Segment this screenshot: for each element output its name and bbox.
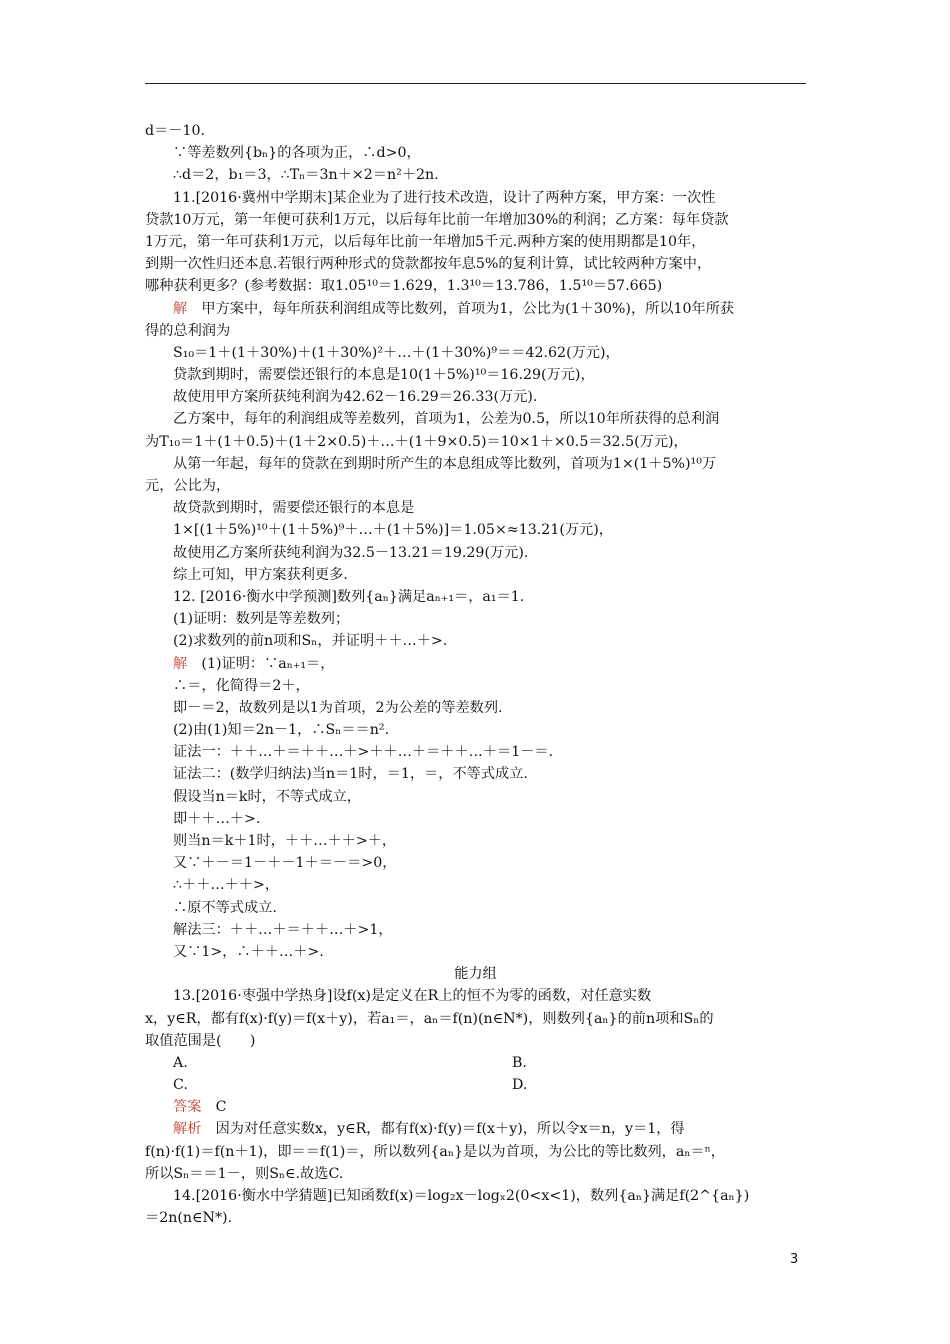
analysis-line bbox=[145, 1118, 806, 1140]
text-line: 1万元，第一年可获利1万元，以后每年比前一年增加5千元.两种方案的使用期都是10年， bbox=[145, 233, 706, 250]
options-row bbox=[145, 1052, 806, 1074]
text-line: 乙方案中，每年的利润组成等差数列，首项为1，公差为0.5，所以10年所获得的总利润 bbox=[173, 411, 720, 428]
text-line: 证法一：＋＋…＋＝＋＋…＋>＋＋…＋＝＋＋…＋＝1－＝. bbox=[173, 744, 554, 761]
answer-line bbox=[145, 1096, 806, 1118]
answer-value: C bbox=[215, 1099, 227, 1116]
solution-label: 解 bbox=[173, 655, 188, 672]
problem-11-title: 11.[2016·冀州中学期末]某企业为了进行技术改造，设计了两种方案，甲方案：一次性 bbox=[173, 189, 716, 206]
text-line: (1)证明：数列是等差数列； bbox=[173, 611, 350, 628]
text-line: 从第一年起，每年的贷款在到期时所产生的本息组成等比数列，首项为1×(1＋5%)¹⁰万 bbox=[173, 455, 717, 472]
text-line: 到期一次性归还本息.若银行两种形式的贷款都按年息5%的复利计算，试比较两种方案中， bbox=[145, 256, 712, 273]
text-line: ∴＝，化简得＝2＋， bbox=[173, 677, 310, 694]
text-line: ＝2n(n∈N*). bbox=[145, 1210, 233, 1227]
text-line: 取值范围是( ) bbox=[145, 1032, 256, 1049]
text-line: ∵等差数列{bₙ}的各项为正，∴d>0， bbox=[173, 145, 421, 162]
text-line: ∴原不等式成立. bbox=[173, 899, 277, 916]
solution-line bbox=[145, 298, 806, 320]
text-line: f(n)·f(1)＝f(n＋1)，即＝＝f(1)＝，所以数列{aₙ}是以为首项，为公比的等比数列，aₙ＝ⁿ， bbox=[145, 1143, 725, 1160]
text-line: 故贷款到期时，需要偿还银行的本息是 bbox=[173, 500, 415, 517]
text-line: 解法三：＋＋…＋＝＋＋…＋>1， bbox=[173, 921, 393, 938]
formula-line: 为T₁₀＝1＋(1＋0.5)＋(1＋2×0.5)＋…＋(1＋9×0.5)＝10×1＋×0.5＝32.5(万元)， bbox=[145, 433, 688, 450]
text-line: 元，公比为， bbox=[145, 478, 231, 494]
text-line: 甲方案中，每年所获利润组成等比数列，首项为1，公比为(1＋30%)，所以10年所获 bbox=[201, 300, 735, 317]
text-line: 因为对任意实数x，y∈R，都有f(x)·f(y)＝f(x＋y)，所以令x＝n，y＝1，得 bbox=[215, 1121, 685, 1138]
solution-line bbox=[145, 653, 806, 675]
text-line: 又∵1>，∴＋＋…＋>. bbox=[173, 943, 324, 960]
formula-line: 1×[(1＋5%)¹⁰＋(1＋5%)⁹＋…＋(1＋5%)]＝1.05×≈13.21(万元)， bbox=[173, 522, 613, 539]
option-c: C. bbox=[173, 1077, 188, 1094]
formula-line: S₁₀＝1＋(1＋30%)＋(1＋30%)²＋…＋(1＋30%)⁹＝＝42.62(万元)， bbox=[173, 344, 620, 361]
text-line: 所以Sₙ＝＝1－，则Sₙ∈.故选C. bbox=[145, 1165, 344, 1182]
text-line: 又∵＋－＝1－＋－1＋＝－＝>0， bbox=[173, 855, 397, 872]
text-line: 得的总利润为 bbox=[145, 322, 231, 339]
problem-14-title: 14.[2016·衡水中学猜题]已知函数f(x)＝log₂x－logₓ2(0<x<1)，数列{aₙ}满足f(2^{aₙ}) bbox=[173, 1188, 750, 1204]
problem-13-title: 13.[2016·枣强中学热身]设f(x)是定义在R上的恒不为零的函数，对任意实数 bbox=[173, 988, 652, 1005]
text-line: ∴d＝2，b₁＝3，∴Tₙ＝3n＋×2＝n²＋2n. bbox=[173, 167, 439, 184]
text-line: 即－＝2，故数列是以1为首项，2为公差的等差数列. bbox=[173, 699, 503, 716]
section-heading: 能力组 bbox=[454, 966, 497, 983]
text-line: (2)求数列的前n项和Sₙ，并证明＋＋…＋>. bbox=[173, 633, 448, 650]
option-d: D. bbox=[512, 1077, 528, 1094]
answer-label: 答案 bbox=[173, 1099, 202, 1116]
text-line: 综上可知，甲方案获利更多. bbox=[173, 566, 348, 583]
option-a: A. bbox=[173, 1054, 188, 1071]
text-line: d＝－10. bbox=[145, 123, 206, 139]
text-line: (1)证明：∵aₙ₊₁＝， bbox=[201, 655, 335, 672]
text-line: (2)由(1)知＝2n－1，∴Sₙ＝＝n². bbox=[173, 722, 390, 739]
text-line: 故使用乙方案所获纯利润为32.5－13.21＝19.29(万元). bbox=[173, 544, 529, 561]
solution-label: 解 bbox=[173, 300, 188, 317]
text-line: 贷款10万元，第一年便可获利1万元，以后每年比前一年增加30%的利润；乙方案：每年贷款 bbox=[145, 211, 729, 228]
option-b: B. bbox=[512, 1054, 527, 1071]
document-body bbox=[145, 120, 806, 1229]
header-rule bbox=[145, 83, 806, 84]
text-line: 哪种获利更多？(参考数据：取1.05¹⁰＝1.629，1.3¹⁰＝13.786，1.5¹⁰＝57.665) bbox=[145, 278, 663, 295]
page-number: 3 bbox=[790, 1252, 799, 1267]
text-line: 贷款到期时，需要偿还银行的本息是10(1＋5%)¹⁰＝16.29(万元)， bbox=[173, 367, 595, 384]
problem-12-title: 12. [2016·衡水中学预测]数列{aₙ}满足aₙ₊₁＝，a₁＝1. bbox=[173, 588, 525, 605]
text-line: 即＋＋…＋>. bbox=[173, 810, 261, 827]
text-line: 假设当n＝k时，不等式成立， bbox=[173, 788, 361, 805]
text-line: 故使用甲方案所获纯利润为42.62－16.29＝26.33(万元). bbox=[173, 389, 538, 406]
text-line: 则当n＝k＋1时，＋＋…＋＋>＋， bbox=[173, 833, 397, 849]
text-line: ∴＋＋…＋＋>， bbox=[173, 877, 280, 894]
text-line: 证法二：(数学归纳法)当n＝1时，＝1，＝，不等式成立. bbox=[173, 766, 528, 783]
analysis-label: 解析 bbox=[173, 1121, 202, 1138]
options-row bbox=[145, 1074, 806, 1096]
text-line: x，y∈R，都有f(x)·f(y)＝f(x＋y)，若a₁＝，aₙ＝f(n)(n∈N*)，则数列{aₙ}的前n项和Sₙ的 bbox=[145, 1010, 714, 1027]
